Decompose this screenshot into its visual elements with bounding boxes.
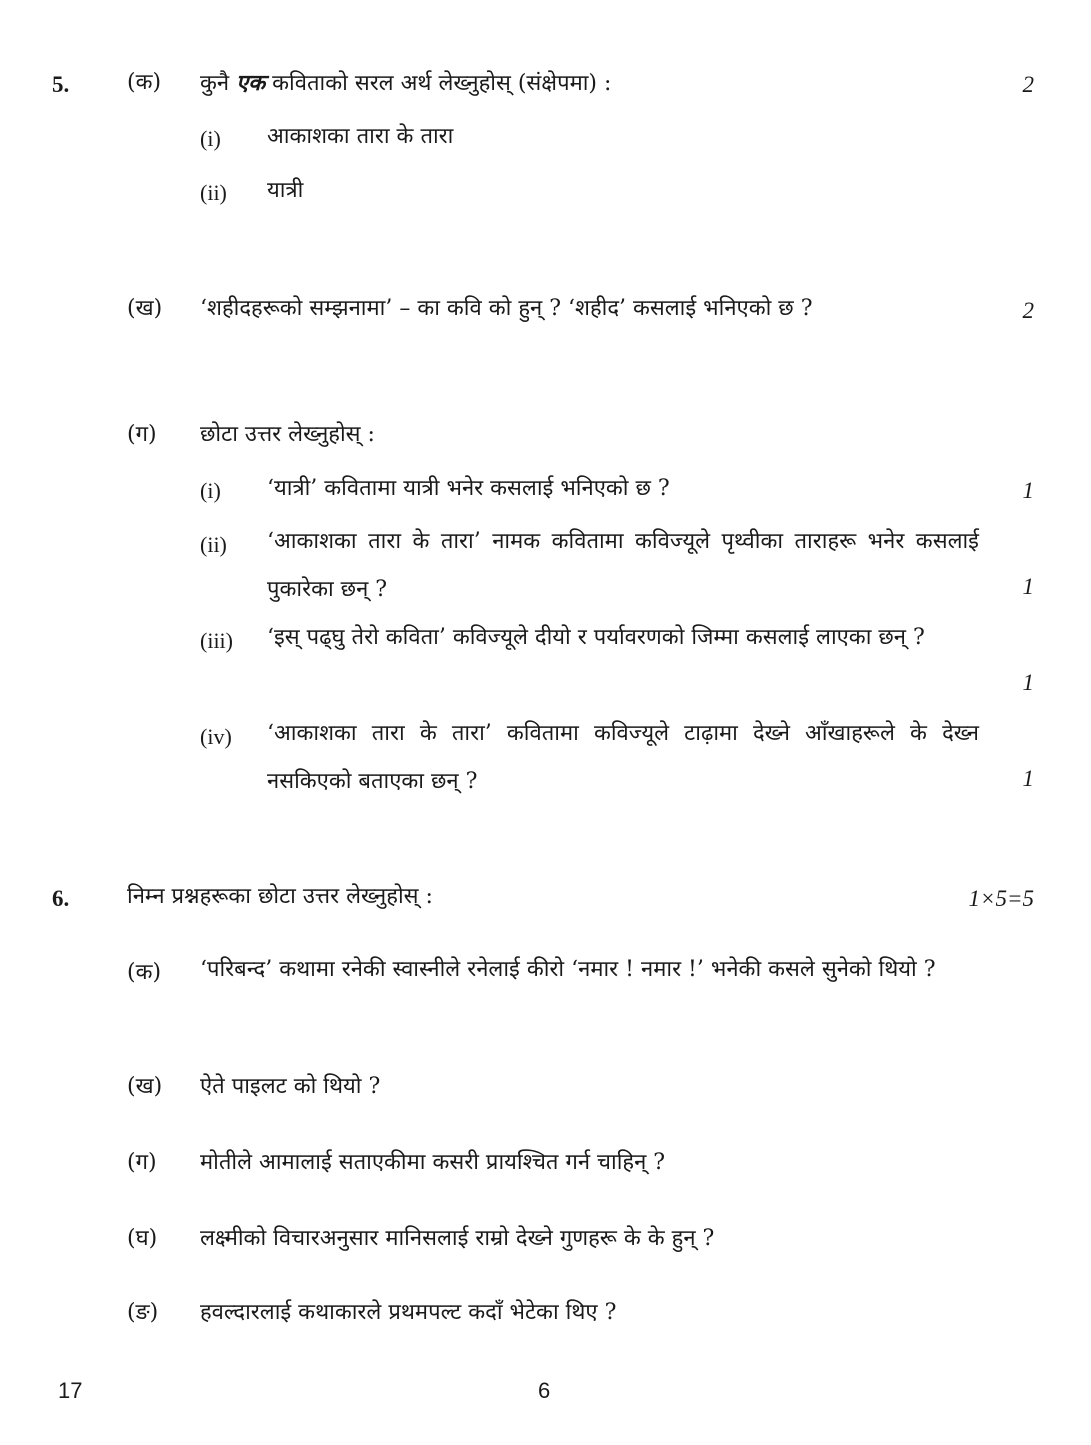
q5-kha-text: ‘शहीदहरूको सम्झनामा’ – का कवि को हुन् ? ‘शहीद’ कसलाई भनिएको छ ? [200, 296, 813, 321]
q5-ga-item-1-text: ‘यात्री’ कवितामा यात्री भनेर कसलाई भनिएको छ ? [267, 476, 670, 501]
q5-ka-label: (क) [127, 70, 162, 95]
q5-ga-item-2-marks: 1 [1022, 574, 1034, 599]
q5-ga-text: छोटा उत्तर लेख्नुहोस् : [200, 422, 375, 447]
q5-ga-item-2-text: ‘आकाशका तारा के तारा’ नामक कवितामा कविज्यूले पृथ्वीका ताराहरू भनेर कसलाई पुकारेका छन् ? [267, 529, 979, 602]
q5-ka-text [200, 68, 611, 99]
question-6-number: 6. [52, 886, 70, 911]
q6-item-4-label: (घ) [127, 1226, 158, 1251]
q5-ka-text-pre: कुनै [200, 71, 237, 96]
paper-code: 17 [58, 1378, 83, 1403]
q6-item-3-label: (ग) [127, 1150, 157, 1175]
question-5-number: 5. [52, 72, 70, 97]
q5-ga-item-3-marks: 1 [1022, 670, 1034, 695]
page-number: 6 [538, 1378, 551, 1403]
q5-ka-marks: 2 [1022, 72, 1034, 97]
q6-item-4-text: लक्ष्मीको विचारअनुसार मानिसलाई राम्रो देख्ने गुणहरू के के हुन् ? [200, 1226, 715, 1251]
q5-ka-text-post: कविताको सरल अर्थ लेख्नुहोस् (संक्षेपमा) : [265, 71, 612, 96]
q6-item-2-text: ऐते पाइलट को थियो ? [200, 1074, 381, 1099]
q6-item-1-label: (क) [127, 960, 162, 985]
q5-ga-item-4-marks: 1 [1022, 766, 1034, 791]
q5-ka-option-2-roman: (ii) [200, 180, 227, 205]
q5-ga-item-1-marks: 1 [1022, 478, 1034, 503]
q5-ka-text-emph: एक [236, 70, 266, 96]
q5-kha-marks: 2 [1022, 298, 1034, 323]
q6-item-1-text: ‘परिबन्द’ कथामा रनेकी स्वास्नीले रनेलाई कीरो ‘नमार ! नमार !’ भनेकी कसले सुनेको थियो ? [200, 957, 936, 982]
q6-text: निम्न प्रश्नहरूका छोटा उत्तर लेख्नुहोस् : [127, 884, 433, 909]
q6-item-2-label: (ख) [127, 1074, 163, 1099]
q5-ga-item-4-text: ‘आकाशका तारा के तारा’ कवितामा कविज्यूले टाढ़ामा देख्ने आँखाहरूले के देख्न नसकिएको बताएका छन् ? [267, 721, 979, 794]
q5-ga-label: (ग) [127, 422, 157, 447]
q6-marks: 1×5=5 [968, 886, 1034, 911]
q5-ga-item-4-roman: (iv) [200, 724, 232, 749]
q5-ka-option-1-roman: (i) [200, 126, 221, 151]
q5-ga-item-3-roman: (iii) [200, 628, 233, 653]
q5-kha-label: (ख) [127, 296, 163, 321]
q6-item-5-text: हवल्दारलाई कथाकारले प्रथमपल्ट कदाँ भेटेका थिए ? [200, 1300, 617, 1325]
q6-item-5-label: (ङ) [127, 1300, 159, 1325]
q5-ka-option-2-text: यात्री [267, 178, 304, 203]
q6-item-3-text: मोतीले आमालाई सताएकीमा कसरी प्रायश्चित गर्न चाहिन् ? [200, 1150, 666, 1175]
q5-ka-option-1-text: आकाशका तारा के तारा [267, 124, 454, 149]
q5-ga-item-3-text: ‘इस् पढ्घु तेरो कविता’ कविज्यूले दीयो र पर्यावरणको जिम्मा कसलाई लाएका छन् ? [267, 625, 925, 650]
q5-ga-item-1-roman: (i) [200, 478, 221, 503]
q5-ga-item-2-roman: (ii) [200, 532, 227, 557]
